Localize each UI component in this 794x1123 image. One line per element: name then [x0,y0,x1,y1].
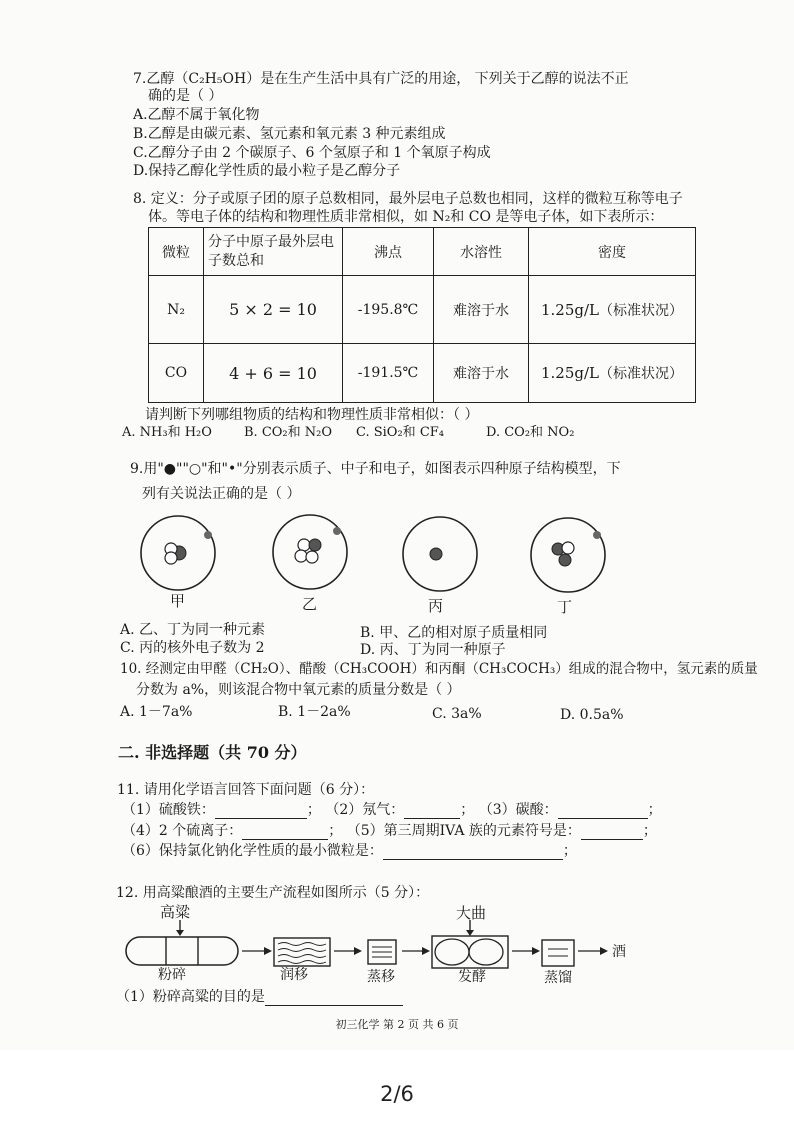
atom-label-bing: 丙 [428,597,444,615]
atom-label-yi: 乙 [302,595,318,613]
q10-option-b: B. 1－2a% [278,704,351,720]
q7-option-a: A.乙醇不属于氧化物 [133,107,260,123]
separator: ； [328,823,343,839]
table-header: 沸点 [343,228,434,276]
q11-row3 [122,842,577,860]
answer-blank[interactable] [581,825,643,840]
q11-part2-label: （2）氖气： [325,802,405,818]
q7-stem-line1: 7.乙醇（C₂H₅OH）是在生产生活中具有广泛的用途， 下列关于乙醇的说法不正 [133,71,629,87]
q11-part5-label: （5）第三周期IVA 族的元素符号是： [346,823,581,839]
table-cell: 5 × 2 = 10 [204,276,343,344]
atom-model-jia [138,513,218,593]
flow-step-moisten: 润移 [280,967,308,983]
table-cell: -195.8℃ [343,276,434,344]
q10-stem-line1: 10. 经测定由甲醛（CH₂O）、醋酸（CH₃COOH）和丙酮（CH₃COCH₃）组成的混合物中，氢元素的质量 [120,661,758,677]
q9-option-b: B. 甲、乙的相对原子质量相同 [360,625,548,641]
flow-step-crush: 粉碎 [158,967,186,983]
answer-blank[interactable] [404,804,460,819]
table-cell: 难溶于水 [434,276,529,344]
table-header: 微粒 [149,228,204,276]
flow-step-steam: 蒸移 [367,969,395,985]
table-cell: -191.5℃ [343,344,434,403]
q8-option-c: C. SiO₂和 CF₄ [356,425,444,440]
q10-stem-line2: 分数为 a%，则该混合物中氧元素的质量分数是（ ） [136,682,461,698]
q12-part1-label: （1）粉碎高粱的目的是 [116,989,265,1005]
density-condition: （标准状况） [599,366,683,382]
separator: ； [642,823,657,839]
q9-option-a: A. 乙、丁为同一种元素 [120,622,266,638]
q9-stem-line2: 列有关说法正确的是（ ） [142,486,301,502]
q8-question: 请判断下列哪组物质的结构和物理性质非常相似：（ ） [145,407,479,423]
atom-label-jia: 甲 [170,592,186,610]
separator: ； [562,843,577,859]
q7-stem-line2: 确的是（ ） [148,88,223,104]
separator: ； [460,802,475,818]
flow-step-ferment: 发酵 [458,969,486,985]
table-cell: 4 + 6 = 10 [204,344,343,403]
q8-stem-line1: 8. 定义：分子或原子团的原子总数相同，最外层电子总数也相同，这样的微粒互称等电子 [133,191,683,207]
density-condition: （标准状况） [599,302,683,319]
q7-option-b: B.乙醇是由碳元素、氢元素和氧元素 3 种元素组成 [133,126,446,142]
answer-blank[interactable] [242,825,328,840]
page-counter: 2/6 [380,1082,414,1106]
q11-part1-label: （1）硫酸铁： [122,802,215,818]
answer-blank[interactable] [558,804,648,819]
table-header: 密度 [529,228,696,276]
q8-option-b: B. CO₂和 N₂O [244,425,333,440]
q11-part6-label: （6）保持氯化钠化学性质的最小微粒是： [122,843,383,859]
separator: ； [647,802,662,818]
q12-part1 [116,988,403,1006]
atom-model-bing [400,514,480,594]
q11-stem: 11. 请用化学语言回答下面问题（6 分）： [117,782,375,798]
q8-option-d: D. CO₂和 NO₂ [486,425,575,440]
q9-option-d: D. 丙、丁为同一种原子 [360,642,506,658]
q8-option-a: A. NH₃和 H₂O [122,425,212,440]
q11-row1 [122,801,662,819]
separator: ； [306,802,321,818]
atom-label-ding: 丁 [557,598,573,616]
section-title: 二. 非选择题（共 70 分） [118,743,307,762]
q8-stem-line2: 体。等电子体的结构和物理性质非常相似，如 N₂和 CO 是等电子体，如下表所示： [148,209,664,225]
q12-stem: 12. 用高粱酿酒的主要生产流程如图所示（5 分）： [116,885,430,901]
q11-part3-label: （3）碳酸： [478,802,558,818]
table-cell [529,344,696,403]
density-value: 1.25g/L [540,300,599,319]
q11-row2 [122,822,657,840]
production-flow-diagram [120,918,640,974]
q10-option-a: A. 1－7a% [120,704,193,720]
q9-option-c: C. 丙的核外电子数为 2 [120,640,265,656]
q9-stem-line1: 9.用"●""○"和"•"分别表示质子、中子和电子，如图表示四种原子结构模型，下 [130,461,621,477]
answer-blank[interactable] [383,845,563,860]
q10-option-c: C. 3a% [432,706,482,722]
flow-step-distill: 蒸馏 [544,970,572,986]
answer-blank[interactable] [215,804,307,819]
flow-product: 酒 [612,944,626,960]
table-header: 水溶性 [434,228,529,276]
table-cell: N₂ [149,276,204,344]
table-cell [529,276,696,344]
table-row [149,276,696,344]
flow-input-daqu: 大曲 [456,904,487,922]
q7-option-d: D.保持乙醇化学性质的最小粒子是乙醇分子 [133,163,401,179]
q8-data-table [148,227,696,403]
q11-part4-label: （4）2 个硫离子： [122,823,243,839]
q7-option-c: C.乙醇分子由 2 个碳原子、6 个氢原子和 1 个氧原子构成 [133,145,491,161]
atom-model-ding [528,515,608,595]
table-row [149,344,696,403]
density-value: 1.25g/L [540,364,599,382]
atom-model-yi [270,512,350,592]
table-cell: 难溶于水 [434,344,529,403]
flow-input-gaoliang: 高粱 [160,903,191,921]
q10-option-d: D. 0.5a% [560,707,624,723]
table-header: 分子中原子最外层电子数总和 [204,228,343,276]
page-info: 初三化学 第 2 页 共 6 页 [335,1018,459,1031]
table-cell: CO [149,344,204,403]
answer-blank[interactable] [265,991,403,1006]
